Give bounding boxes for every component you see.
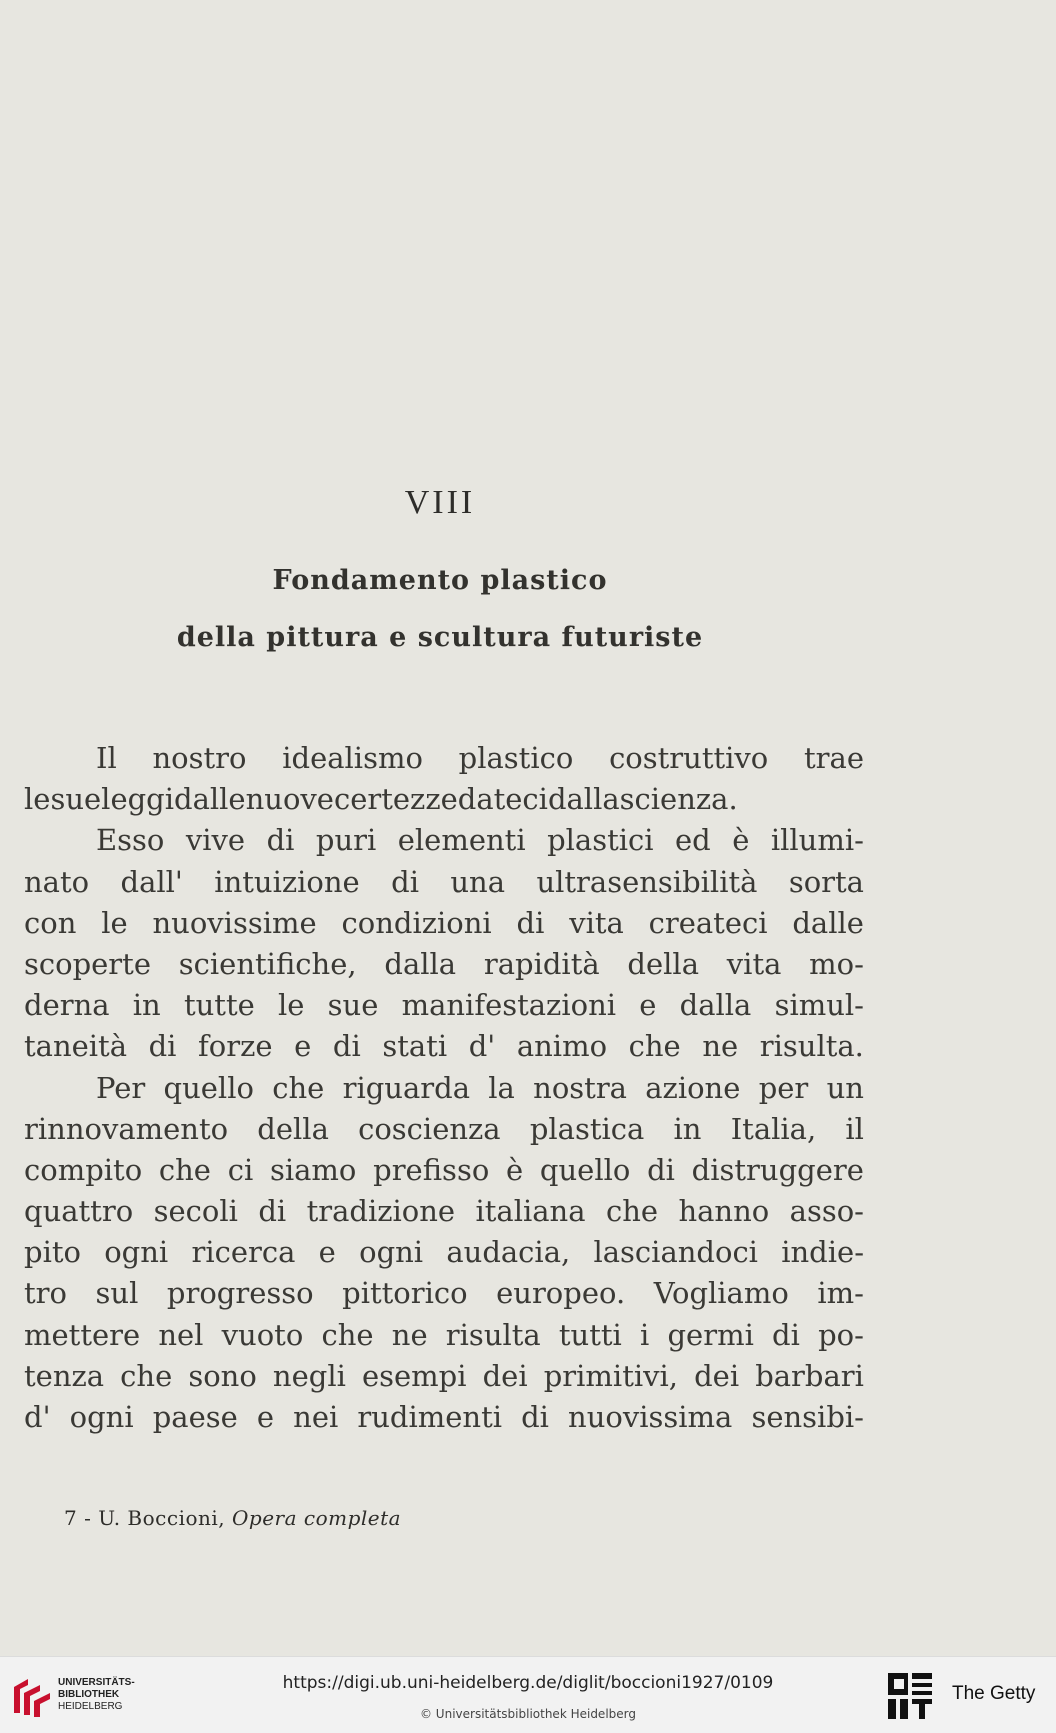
word: plastico <box>458 741 574 775</box>
text-line <box>24 985 864 1026</box>
text-line <box>24 1397 864 1438</box>
text-line <box>24 779 864 820</box>
word: i <box>640 1317 650 1352</box>
word: dall' <box>120 864 183 899</box>
word: vive <box>185 823 246 858</box>
word: di <box>148 1029 177 1064</box>
word: che <box>628 1029 681 1064</box>
text-line <box>24 1026 864 1067</box>
word: le <box>277 988 305 1023</box>
word: d' <box>24 1400 51 1434</box>
word: leggi <box>101 782 175 817</box>
word: secoli <box>153 1194 238 1229</box>
word: plastici <box>547 823 654 858</box>
word: dalle <box>792 905 864 940</box>
chapter-title-line-2: della pittura e scultura futuriste <box>176 622 704 653</box>
text-line <box>24 903 864 944</box>
word: di <box>258 1194 287 1229</box>
word: una <box>450 864 506 899</box>
word: italiana <box>475 1194 586 1229</box>
footer-note <box>64 1506 401 1530</box>
word: europeo. <box>496 1276 626 1311</box>
word: ed <box>675 823 711 858</box>
word: costruttivo <box>609 741 769 775</box>
word: le <box>24 782 51 817</box>
word: dei <box>482 1358 528 1393</box>
library-name-line-3: HEIDELBERG <box>58 1701 123 1712</box>
word: mo- <box>809 946 864 981</box>
word: della <box>257 1111 329 1146</box>
word: condizioni <box>341 905 492 940</box>
word: siamo <box>269 1152 357 1187</box>
word: sensibi- <box>751 1400 864 1434</box>
word: è <box>506 1152 524 1187</box>
word: ne <box>391 1317 428 1352</box>
word: sul <box>95 1276 139 1311</box>
word: è <box>732 823 750 858</box>
word: scientifiche, <box>178 946 357 981</box>
text-line <box>24 1356 864 1397</box>
text-line <box>24 1068 864 1109</box>
getty-logo-icon <box>886 1669 936 1723</box>
word: derna <box>24 988 110 1023</box>
word: e <box>256 1400 275 1434</box>
word: che <box>272 1070 325 1105</box>
word: nuovissime <box>152 905 317 940</box>
word: trae <box>804 741 864 775</box>
word: Per <box>96 1070 146 1105</box>
word: per <box>758 1070 809 1105</box>
word: Il <box>96 741 117 775</box>
word: dei <box>694 1358 740 1393</box>
word: primitivi, <box>543 1358 678 1393</box>
word: rudimenti <box>357 1400 503 1434</box>
word: vuoto <box>221 1317 304 1352</box>
word: di <box>772 1317 800 1352</box>
word: distruggere <box>691 1152 864 1187</box>
word: ogni <box>104 1235 169 1270</box>
word: le <box>101 905 128 940</box>
word: po- <box>818 1317 864 1352</box>
word: ci <box>227 1152 254 1187</box>
word: ogni <box>69 1400 134 1434</box>
word: animo <box>516 1029 608 1064</box>
word: di <box>391 864 419 899</box>
word: progresso <box>166 1276 314 1311</box>
word: azione <box>645 1070 741 1105</box>
word: e <box>318 1235 336 1270</box>
chapter-number: VIII <box>404 484 476 521</box>
word: di <box>266 823 295 858</box>
word: e <box>294 1029 312 1064</box>
word: Italia, <box>730 1111 817 1146</box>
word: di <box>521 1400 549 1434</box>
word: un <box>826 1070 864 1105</box>
word: quello <box>539 1152 631 1187</box>
word: nostro <box>152 741 247 775</box>
word: nostra <box>533 1070 627 1105</box>
word: nei <box>293 1400 339 1434</box>
word: nato <box>24 864 90 899</box>
word: in <box>132 988 161 1023</box>
word: audacia, <box>446 1235 571 1270</box>
word: scienza. <box>619 782 738 817</box>
word: ogni <box>359 1235 424 1270</box>
word: barbari <box>755 1358 864 1393</box>
word: compito <box>24 1152 143 1187</box>
word: pittorico <box>342 1276 468 1311</box>
word: sorta <box>788 864 864 899</box>
viewer-footer-bar <box>0 1656 1056 1733</box>
word: risulta. <box>759 1029 864 1064</box>
word: ultrasensibilità <box>536 864 758 899</box>
word: nuove <box>245 782 334 817</box>
text-line <box>24 1150 864 1191</box>
word: dalla <box>679 988 752 1023</box>
word: dalla <box>547 782 620 817</box>
word: rapidità <box>483 946 600 981</box>
word: lasciandoci <box>593 1235 758 1270</box>
word: elementi <box>397 823 526 858</box>
word: simul- <box>774 988 864 1023</box>
word: forze <box>198 1029 273 1064</box>
word: negli <box>272 1358 346 1393</box>
word: Esso <box>96 823 165 858</box>
word: taneità <box>24 1029 128 1064</box>
word: pito <box>24 1235 81 1270</box>
text-line <box>24 820 864 861</box>
word: asso- <box>789 1194 864 1229</box>
word: ricerca <box>191 1235 296 1270</box>
word: tro <box>24 1276 67 1311</box>
word: che <box>158 1152 211 1187</box>
word: idealismo <box>282 741 423 775</box>
word: coscienza <box>358 1111 501 1146</box>
word: prefisso <box>373 1152 490 1187</box>
word: e <box>639 988 657 1023</box>
word: in <box>673 1111 702 1146</box>
word: quello <box>163 1070 254 1105</box>
text-line <box>24 1315 864 1356</box>
word: di <box>516 905 545 940</box>
word: intuizione <box>214 864 360 899</box>
word: vita <box>569 905 624 940</box>
text-line <box>24 1109 864 1150</box>
word: riguarda <box>342 1070 470 1105</box>
word: paese <box>152 1400 238 1434</box>
word: nel <box>158 1317 204 1352</box>
word: d' <box>468 1029 496 1064</box>
footer-note-italic: Opera completa <box>232 1506 402 1530</box>
word: tutte <box>183 988 255 1023</box>
page-url-link[interactable]: https://digi.ub.uni-heidelberg.de/diglit/boccioni1927/0109 <box>282 1673 774 1693</box>
sponsor-name: The Getty <box>952 1683 1036 1704</box>
footer-note-prefix: 7 - U. Boccioni, <box>64 1506 226 1530</box>
word: puri <box>315 823 377 858</box>
word: di <box>332 1029 361 1064</box>
word: dalle <box>174 782 246 817</box>
word: createci <box>648 905 768 940</box>
library-name-line-1: UNIVERSITÄTS- <box>58 1677 135 1688</box>
word: indie- <box>781 1235 864 1270</box>
word: quattro <box>24 1194 134 1229</box>
word: rinnovamento <box>24 1111 229 1146</box>
word: che <box>321 1317 374 1352</box>
text-line <box>24 1273 864 1314</box>
word: dateci <box>457 782 548 817</box>
word: risulta <box>445 1317 541 1352</box>
word: che <box>120 1358 173 1393</box>
word: con <box>24 905 77 940</box>
word: esempi <box>361 1358 467 1393</box>
word: nuovissima <box>568 1400 733 1434</box>
text-line <box>24 944 864 985</box>
word: scoperte <box>24 946 151 981</box>
word: tradizione <box>306 1194 456 1229</box>
word: hanno <box>678 1194 770 1229</box>
word: della <box>627 946 699 981</box>
word: sue <box>327 988 379 1023</box>
body-text <box>24 738 864 1438</box>
word: mettere <box>24 1317 141 1352</box>
word: sono <box>188 1358 257 1393</box>
word: vita <box>726 946 782 981</box>
word: im- <box>817 1276 864 1311</box>
word: germi <box>667 1317 754 1352</box>
word: certezze <box>333 782 458 817</box>
word: che <box>605 1194 659 1229</box>
library-name-line-2: BIBLIOTHEK <box>58 1689 120 1700</box>
word: illumi- <box>770 823 864 858</box>
word: tenza <box>24 1358 105 1393</box>
word: stati <box>382 1029 448 1064</box>
word: il <box>845 1111 864 1146</box>
copyright-text: © Universitätsbibliothek Heidelberg <box>419 1707 636 1721</box>
chapter-title-line-1: Fondamento plastico <box>272 565 608 596</box>
text-line <box>24 862 864 903</box>
text-line <box>24 738 864 779</box>
word: dalla <box>384 946 457 981</box>
word: Vogliamo <box>653 1276 789 1311</box>
word: di <box>647 1152 675 1187</box>
word: tutti <box>558 1317 622 1352</box>
word: plastica <box>529 1111 645 1146</box>
text-line <box>24 1191 864 1232</box>
word: ne <box>702 1029 739 1064</box>
word: la <box>488 1070 515 1105</box>
word: manifestazioni <box>401 988 617 1023</box>
word: sue <box>50 782 102 817</box>
text-line <box>24 1232 864 1273</box>
